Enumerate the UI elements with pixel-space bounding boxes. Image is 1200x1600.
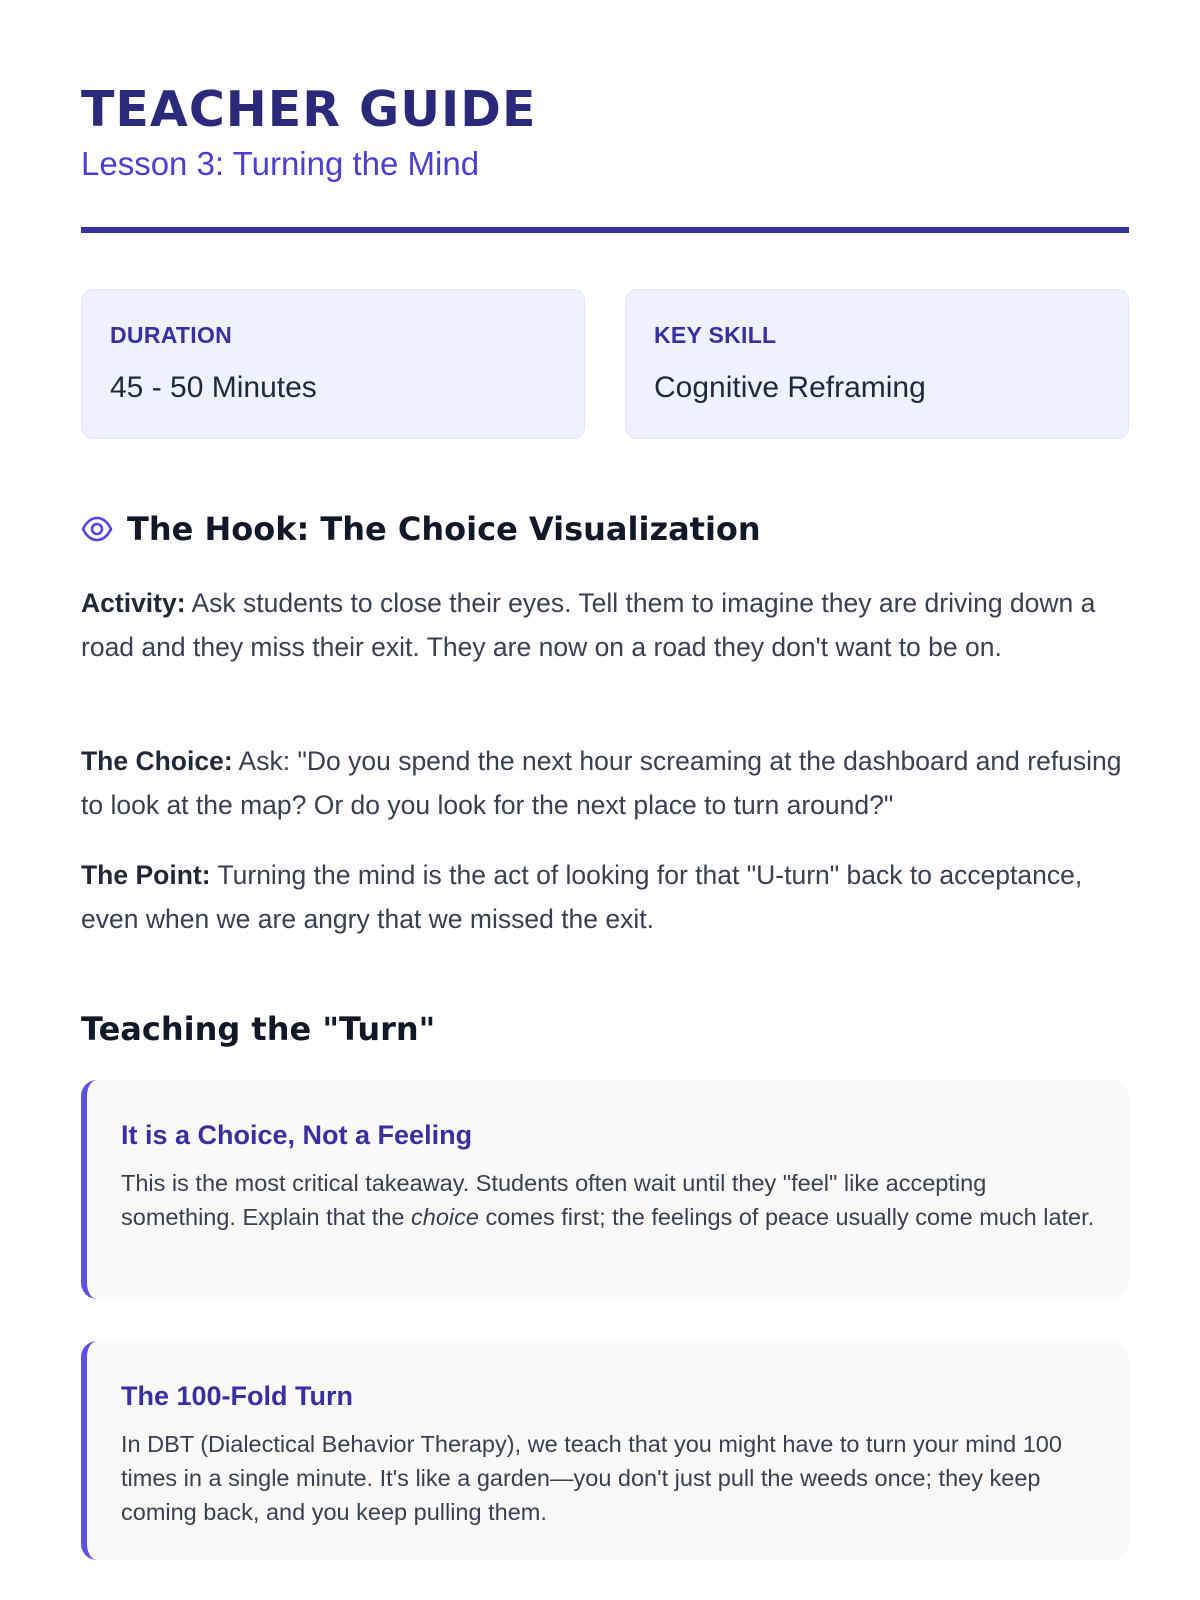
- lesson-subtitle: Lesson 3: Turning the Mind: [81, 145, 480, 182]
- choice-text: Ask: "Do you spend the next hour screaming at the dashboard and refusing to look at the map? Or do you look for the next place to turn around?": [81, 746, 1122, 820]
- hook-section-title: The Hook: The Choice Visualization: [127, 510, 761, 548]
- callout-text: [121, 1166, 1101, 1234]
- choice-paragraph: [81, 740, 1129, 827]
- point-label: The Point:: [81, 860, 211, 890]
- callout-text-part: comes first; the feelings of peace usually come much later.: [478, 1204, 1095, 1230]
- page-title: TEACHER GUIDE: [81, 81, 537, 138]
- key-skill-card: [625, 289, 1129, 439]
- callout-text-part: This is the most critical takeaway. Students often wait until they "feel" like accepting something. Explain that the: [121, 1170, 987, 1230]
- activity-text: Ask students to close their eyes. Tell them to imagine they are driving down a road and they miss their exit. They are now on a road they don't want to be on.: [81, 588, 1096, 662]
- hundred-fold-turn-callout: [81, 1341, 1129, 1560]
- eye-icon: [81, 513, 113, 545]
- duration-label: DURATION: [110, 322, 233, 348]
- header-divider: [81, 227, 1129, 233]
- activity-paragraph: [81, 582, 1129, 669]
- callout-title: It is a Choice, Not a Feeling: [121, 1120, 473, 1150]
- callout-text: In DBT (Dialectical Behavior Therapy), we teach that you might have to turn your mind 100 times in a single minute. It's like a garden—you don't just pull the weeds once; they keep coming back, and you keep pulling them.: [121, 1431, 1062, 1525]
- teaching-section-title: Teaching the "Turn": [81, 1010, 436, 1048]
- choice-label: The Choice:: [81, 746, 233, 776]
- point-text: Turning the mind is the act of looking for that "U-turn" back to acceptance, even when we are angry that we missed the exit.: [81, 860, 1083, 934]
- duration-value: 45 - 50 Minutes: [110, 371, 317, 404]
- activity-label: Activity:: [81, 588, 186, 618]
- callout-emphasis: choice: [411, 1204, 479, 1230]
- key-skill-value: Cognitive Reframing: [654, 371, 926, 404]
- key-skill-label: KEY SKILL: [654, 322, 777, 348]
- duration-card: [81, 289, 585, 439]
- point-paragraph: [81, 854, 1129, 941]
- callout-title: The 100-Fold Turn: [121, 1381, 354, 1411]
- choice-not-feeling-callout: [81, 1080, 1129, 1299]
